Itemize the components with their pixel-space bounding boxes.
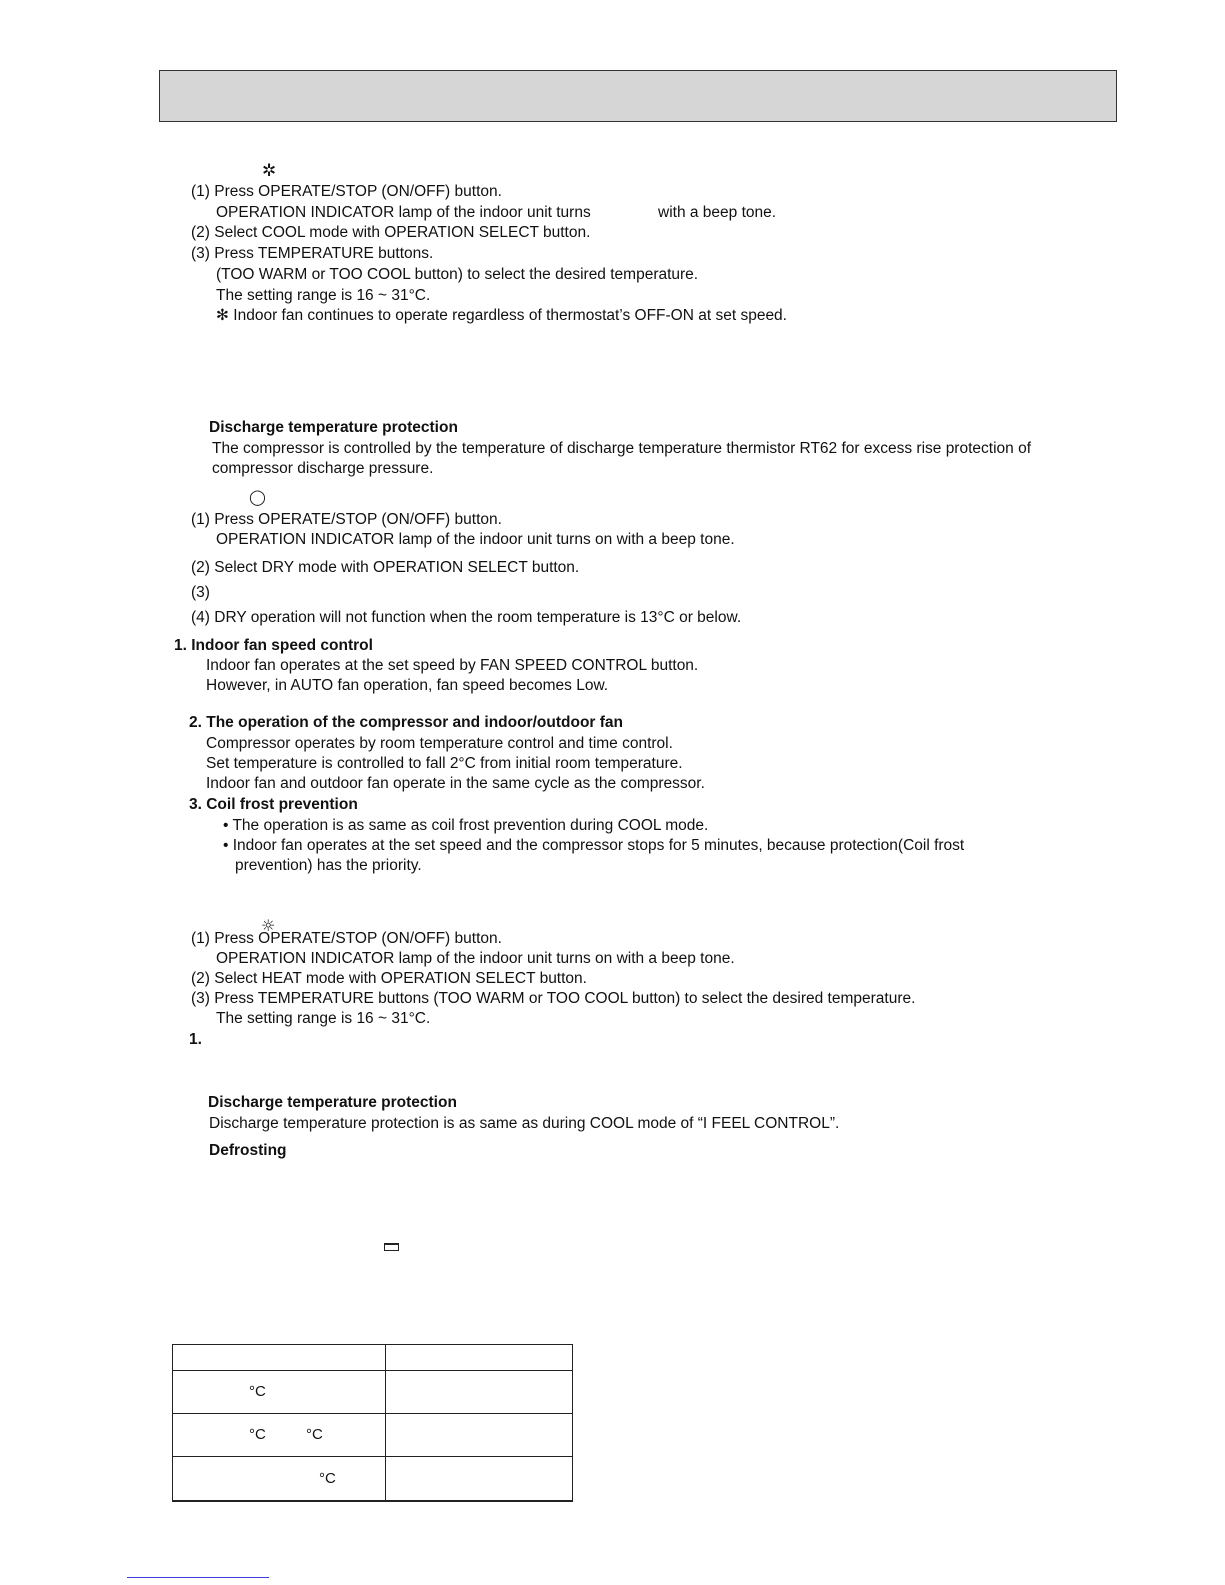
temperature-table [172, 1344, 573, 1502]
heat-step-2: (2) Select HEAT mode with OPERATION SELECT button. [191, 970, 587, 987]
cool-discharge-line-1: The compressor is controlled by the temperature of discharge temperature thermistor RT62 for excess rise protection of [212, 440, 1031, 457]
degree-unit: °C [319, 1470, 336, 1487]
heat-discharge-title: Discharge temperature protection [208, 1094, 457, 1111]
table-cell [386, 1345, 573, 1371]
dry-coil-frost-line-3: prevention) has the priority. [235, 857, 422, 874]
table-cell [386, 1414, 573, 1457]
cool-discharge-title: Discharge temperature protection [209, 419, 458, 436]
dry-fan-speed-line-1: Indoor fan operates at the set speed by FAN SPEED CONTROL button. [206, 657, 699, 674]
heat-step-3: (3) Press TEMPERATURE buttons (TOO WARM or TOO COOL button) to select the desired temperature. [191, 990, 916, 1007]
cool-setting-range: The setting range is 16 ~ 31°C. [216, 287, 431, 304]
dry-compressor-title: 2. The operation of the compressor and indoor/outdoor fan [189, 714, 624, 731]
heat-item-1-number: 1. [189, 1031, 202, 1048]
degree-unit: °C [249, 1383, 266, 1400]
table-cell [173, 1457, 386, 1502]
table-cell [173, 1414, 386, 1457]
heat-step-1-detail: OPERATION INDICATOR lamp of the indoor unit turns on with a beep tone. [216, 950, 735, 967]
heat-discharge-line: Discharge temperature protection is as same as during COOL mode of “I FEEL CONTROL”. [209, 1115, 840, 1132]
water-drop-icon: ◯ [249, 488, 266, 506]
cool-fan-note: ✻ Indoor fan continues to operate regardless of thermostat’s OFF-ON at set speed. [216, 307, 787, 324]
dry-fan-speed-title: 1. Indoor fan speed control [174, 637, 373, 654]
table-row [173, 1457, 573, 1502]
dry-step-3: (3) [191, 584, 210, 601]
dry-fan-speed-line-2: However, in AUTO fan operation, fan speed becomes Low. [206, 677, 609, 694]
degree-unit: °C [306, 1426, 323, 1443]
mode-frame-icon [384, 1243, 399, 1251]
heat-setting-range: The setting range is 16 ~ 31°C. [216, 1010, 431, 1027]
dry-coil-frost-title: 3. Coil frost prevention [189, 796, 358, 813]
heat-defrosting-title: Defrosting [209, 1142, 287, 1159]
dry-compressor-line-3: Indoor fan and outdoor fan operate in the same cycle as the compressor. [206, 775, 705, 792]
sun-icon: ☼ [261, 916, 276, 935]
table-row [173, 1414, 573, 1457]
cool-discharge-line-2: compressor discharge pressure. [212, 460, 434, 477]
dry-step-1: (1) Press OPERATE/STOP (ON/OFF) button. [191, 511, 502, 528]
table-row [173, 1371, 573, 1414]
snowflake-icon: ✲ [262, 161, 277, 181]
cool-step-1-detail: OPERATION INDICATOR lamp of the indoor unit turns [216, 204, 591, 221]
degree-unit: °C [249, 1426, 266, 1443]
dry-coil-frost-line-1: • The operation is as same as coil frost prevention during COOL mode. [223, 817, 709, 834]
dry-coil-frost-line-2: • Indoor fan operates at the set speed and the compressor stops for 5 minutes, because protection(Coil frost [223, 837, 965, 854]
cool-step-1-detail-end: with a beep tone. [658, 204, 777, 221]
cool-step-3: (3) Press TEMPERATURE buttons. [191, 245, 434, 262]
dry-step-1-detail: OPERATION INDICATOR lamp of the indoor unit turns on with a beep tone. [216, 531, 735, 548]
table-cell [386, 1371, 573, 1414]
cool-step-3-detail: (TOO WARM or TOO COOL button) to select the desired temperature. [216, 266, 699, 283]
table-cell [386, 1457, 573, 1502]
cool-step-2: (2) Select COOL mode with OPERATION SELECT button. [191, 224, 591, 241]
cool-step-1: (1) Press OPERATE/STOP (ON/OFF) button. [191, 183, 502, 200]
table-cell [173, 1345, 386, 1371]
dry-step-4: (4) DRY operation will not function when the room temperature is 13°C or below. [191, 609, 742, 626]
section-header-bar [159, 70, 1117, 122]
dry-compressor-line-2: Set temperature is controlled to fall 2°C from initial room temperature. [206, 755, 683, 772]
dry-compressor-line-1: Compressor operates by room temperature control and time control. [206, 735, 673, 752]
footer-link-underline[interactable] [127, 1577, 269, 1578]
table-cell [173, 1371, 386, 1414]
table-header-row [173, 1345, 573, 1371]
dry-step-2: (2) Select DRY mode with OPERATION SELECT button. [191, 559, 580, 576]
heat-step-1: (1) Press OPERATE/STOP (ON/OFF) button. [191, 930, 502, 947]
